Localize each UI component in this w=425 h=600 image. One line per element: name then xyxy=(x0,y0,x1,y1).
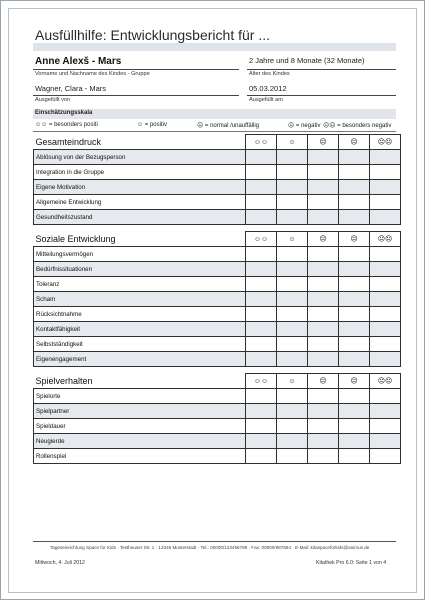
row-label: Rollenspiel xyxy=(34,449,246,464)
scale-item: ☹☹ = besonders negativ xyxy=(323,123,392,129)
filled-date: 05.03.2012 xyxy=(249,84,287,93)
header-normal: ☹ xyxy=(308,374,339,389)
rating-cell[interactable] xyxy=(246,419,277,434)
rating-cell[interactable] xyxy=(246,449,277,464)
rating-cell[interactable] xyxy=(339,352,370,367)
row-label: Bedürfnissituationen xyxy=(34,262,246,277)
scale-title: Einschätzungsskala xyxy=(35,110,93,116)
section-gesamteindruck xyxy=(33,134,401,225)
section-title: Gesamteindruck xyxy=(34,135,246,150)
rating-cell[interactable] xyxy=(308,449,339,464)
rating-cell[interactable] xyxy=(246,389,277,404)
rating-cell[interactable] xyxy=(308,277,339,292)
filled-by: Wagner, Clara - Mars xyxy=(35,84,106,93)
rating-cell[interactable] xyxy=(370,434,401,449)
header-negative: ☹ xyxy=(339,374,370,389)
rating-cell[interactable] xyxy=(277,180,308,195)
section-soziale-entwicklung xyxy=(33,231,401,367)
header-positive: ☺ xyxy=(277,135,308,150)
rating-cell[interactable] xyxy=(339,150,370,165)
table-row xyxy=(34,307,401,322)
rating-cell[interactable] xyxy=(339,195,370,210)
rating-cell[interactable] xyxy=(339,165,370,180)
table-row xyxy=(34,337,401,352)
rating-cell[interactable] xyxy=(246,210,277,225)
header-negative: ☹ xyxy=(339,135,370,150)
rating-cell[interactable] xyxy=(339,247,370,262)
rating-cell[interactable] xyxy=(370,307,401,322)
rating-cell[interactable] xyxy=(246,247,277,262)
row-label: Ablösung von der Bezugsperson xyxy=(34,150,246,165)
header-very-positive: ☺☺ xyxy=(246,135,277,150)
rating-cell[interactable] xyxy=(277,404,308,419)
footer-address: Tageseinrichtung Space for Kids · Testheuser Str. 1 · 12345 Musterstadt · Tel.: 00000/123456789 · Fax: 00000/987654 · E-Mail: kitaspaceforkids@animus.de xyxy=(50,545,370,550)
table-row xyxy=(34,210,401,225)
rating-cell[interactable] xyxy=(308,337,339,352)
rating-cell[interactable] xyxy=(370,195,401,210)
rating-cell[interactable] xyxy=(370,419,401,434)
rating-cell[interactable] xyxy=(308,262,339,277)
rating-cell[interactable] xyxy=(308,292,339,307)
section-title: Soziale Entwicklung xyxy=(34,232,246,247)
child-name-label: Vorname und Nachname des Kindes - Gruppe xyxy=(35,71,150,77)
rating-cell[interactable] xyxy=(370,247,401,262)
divider xyxy=(247,95,396,96)
rating-cell[interactable] xyxy=(339,262,370,277)
table-row xyxy=(34,449,401,464)
rating-cell[interactable] xyxy=(370,165,401,180)
rating-cell[interactable] xyxy=(370,150,401,165)
rating-cell[interactable] xyxy=(370,277,401,292)
row-label: Allgemeine Entwicklung xyxy=(34,195,246,210)
rating-cell[interactable] xyxy=(246,434,277,449)
section-spielverhalten xyxy=(33,373,401,464)
table-row xyxy=(34,195,401,210)
rating-cell[interactable] xyxy=(277,262,308,277)
rating-cell[interactable] xyxy=(277,195,308,210)
header-very-negative: ☹☹ xyxy=(370,374,401,389)
rating-cell[interactable] xyxy=(370,449,401,464)
rating-cell[interactable] xyxy=(308,307,339,322)
rating-cell[interactable] xyxy=(277,307,308,322)
rating-cell[interactable] xyxy=(339,180,370,195)
rating-cell[interactable] xyxy=(308,180,339,195)
rating-cell[interactable] xyxy=(308,150,339,165)
rating-cell[interactable] xyxy=(339,322,370,337)
divider xyxy=(247,69,396,70)
header-positive: ☺ xyxy=(277,374,308,389)
row-label: Selbstständigkeit xyxy=(34,337,246,352)
rating-cell[interactable] xyxy=(370,389,401,404)
row-label: Spielpartner xyxy=(34,404,246,419)
rating-cell[interactable] xyxy=(308,419,339,434)
rating-cell[interactable] xyxy=(246,277,277,292)
table-row xyxy=(34,165,401,180)
rating-cell[interactable] xyxy=(370,180,401,195)
rating-cell[interactable] xyxy=(246,352,277,367)
row-label: Rücksichtnahme xyxy=(34,307,246,322)
divider xyxy=(33,95,239,96)
header-very-negative: ☹☹ xyxy=(370,135,401,150)
rating-cell[interactable] xyxy=(339,389,370,404)
row-label: Integration in die Gruppe xyxy=(34,165,246,180)
row-label: Spieldauer xyxy=(34,419,246,434)
rating-cell[interactable] xyxy=(246,165,277,180)
rating-cell[interactable] xyxy=(339,449,370,464)
rating-cell[interactable] xyxy=(246,307,277,322)
table-row xyxy=(34,404,401,419)
row-label: Kontaktfähigkeit xyxy=(34,322,246,337)
rating-cell[interactable] xyxy=(308,389,339,404)
rating-cell[interactable] xyxy=(308,165,339,180)
rating-cell[interactable] xyxy=(277,389,308,404)
rating-cell[interactable] xyxy=(277,419,308,434)
rating-cell[interactable] xyxy=(370,210,401,225)
row-label: Gesundheitszustand xyxy=(34,210,246,225)
rating-cell[interactable] xyxy=(277,150,308,165)
rating-cell[interactable] xyxy=(370,292,401,307)
child-age-label: Alter des Kindes xyxy=(249,71,290,77)
rating-cell[interactable] xyxy=(339,434,370,449)
section-title: Spielverhalten xyxy=(34,374,246,389)
rating-cell[interactable] xyxy=(339,404,370,419)
rating-cell[interactable] xyxy=(308,352,339,367)
rating-cell[interactable] xyxy=(370,337,401,352)
row-label: Spielorte xyxy=(34,389,246,404)
table-row xyxy=(34,262,401,277)
rating-cell[interactable] xyxy=(277,165,308,180)
rating-cell[interactable] xyxy=(277,434,308,449)
rating-cell[interactable] xyxy=(277,352,308,367)
table-row xyxy=(34,247,401,262)
divider xyxy=(33,69,239,70)
row-label: Eigenengagement xyxy=(34,352,246,367)
row-label: Neugierde xyxy=(34,434,246,449)
rating-cell[interactable] xyxy=(370,352,401,367)
rating-cell[interactable] xyxy=(277,292,308,307)
filled-by-label: Ausgefüllt von xyxy=(35,97,71,103)
child-name: Anne Alexš - Mars xyxy=(35,56,122,67)
row-label: Mitteilungsvermögen xyxy=(34,247,246,262)
rating-cell[interactable] xyxy=(246,292,277,307)
rating-cell[interactable] xyxy=(277,247,308,262)
footer-divider xyxy=(33,541,396,542)
scale-item: ☺☺ = besonders positi xyxy=(35,122,98,128)
scale-item: ☹ = normal /unauffällig xyxy=(197,123,260,129)
rating-cell[interactable] xyxy=(246,322,277,337)
row-label: Toleranz xyxy=(34,277,246,292)
rating-cell[interactable] xyxy=(308,322,339,337)
rating-cell[interactable] xyxy=(308,404,339,419)
rating-cell[interactable] xyxy=(308,434,339,449)
table-row xyxy=(34,150,401,165)
rating-cell[interactable] xyxy=(277,277,308,292)
filled-date-label: Ausgefüllt am xyxy=(249,97,283,103)
rating-cell[interactable] xyxy=(277,337,308,352)
table-row xyxy=(34,277,401,292)
footer-date: Mittwoch, 4. Juli 2012 xyxy=(35,560,85,566)
rating-cell[interactable] xyxy=(370,322,401,337)
header-negative: ☹ xyxy=(339,232,370,247)
rating-cell[interactable] xyxy=(277,210,308,225)
rating-cell[interactable] xyxy=(308,195,339,210)
rating-cell[interactable] xyxy=(339,307,370,322)
table-row xyxy=(34,389,401,404)
rating-cell[interactable] xyxy=(246,262,277,277)
header-normal: ☹ xyxy=(308,135,339,150)
scale-item: ☺ = positiv xyxy=(137,122,167,128)
table-row xyxy=(34,180,401,195)
rating-cell[interactable] xyxy=(339,292,370,307)
header-normal: ☹ xyxy=(308,232,339,247)
divider xyxy=(33,131,396,132)
table-row xyxy=(34,292,401,307)
rating-cell[interactable] xyxy=(370,404,401,419)
header-very-negative: ☹☹ xyxy=(370,232,401,247)
rating-cell[interactable] xyxy=(246,195,277,210)
row-label: Eigene Motivation xyxy=(34,180,246,195)
rating-cell[interactable] xyxy=(277,449,308,464)
rating-cell[interactable] xyxy=(339,277,370,292)
header-very-positive: ☺☺ xyxy=(246,232,277,247)
table-row xyxy=(34,434,401,449)
rating-cell[interactable] xyxy=(308,247,339,262)
child-age: 2 Jahre und 8 Monate (32 Monate) xyxy=(249,56,365,65)
rating-cell[interactable] xyxy=(308,210,339,225)
footer-page: Kitathek Pro 6.0: Seite 1 von 4 xyxy=(316,560,387,566)
rating-cell[interactable] xyxy=(277,322,308,337)
rating-cell[interactable] xyxy=(339,419,370,434)
rating-cell[interactable] xyxy=(339,337,370,352)
row-label: Scham xyxy=(34,292,246,307)
rating-cell[interactable] xyxy=(246,337,277,352)
scale-item: ☹ = negativ xyxy=(288,123,321,129)
document-title: Ausfüllhilfe: Entwicklungsbericht für ... xyxy=(35,27,270,43)
table-row xyxy=(34,352,401,367)
rating-cell[interactable] xyxy=(246,404,277,419)
rating-cell[interactable] xyxy=(246,180,277,195)
table-row xyxy=(34,419,401,434)
header-positive: ☺ xyxy=(277,232,308,247)
rating-cell[interactable] xyxy=(339,210,370,225)
rating-cell[interactable] xyxy=(246,150,277,165)
header-very-positive: ☺☺ xyxy=(246,374,277,389)
rating-cell[interactable] xyxy=(370,262,401,277)
table-row xyxy=(34,322,401,337)
